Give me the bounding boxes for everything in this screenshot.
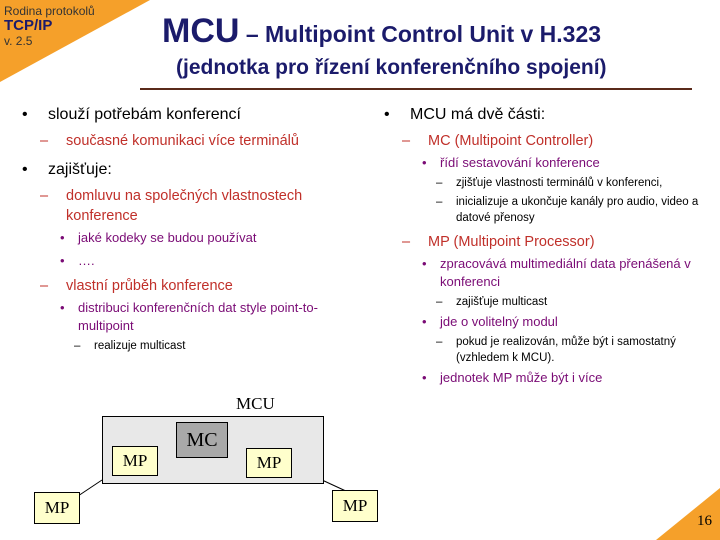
- series-name: TCP/IP: [4, 17, 53, 34]
- slide-subtitle: (jednotka pro řízení konferenčního spojení): [176, 56, 607, 79]
- mp-box-inner-left: MP: [112, 446, 158, 476]
- mp-box-outer-left: MP: [34, 492, 80, 524]
- series-line1: Rodina protokolů: [4, 4, 95, 18]
- right-column: [384, 104, 702, 387]
- bullet-item: • MCU má dvě části:: [384, 104, 702, 125]
- detail-item: – zjišťuje vlastnosti terminálů v konferenci,: [436, 175, 702, 191]
- series-version: v. 2.5: [4, 34, 33, 48]
- sub-item: – MC (Multipoint Controller): [402, 131, 702, 151]
- series-info: [4, 4, 95, 48]
- sub-sub-item: • jde o volitelný modul: [422, 313, 702, 331]
- detail-item: – zajišťuje multicast: [436, 294, 702, 310]
- page-number: 16: [697, 513, 712, 529]
- sub-sub-item: • zpracovává multimediální data přenášená v konferenci: [422, 255, 702, 291]
- title-divider: [140, 88, 692, 90]
- detail-item: – inicializuje a ukončuje kanály pro audio, video a datové přenosy: [436, 194, 702, 226]
- title-text: – Multipoint Control Unit v H.323: [239, 21, 602, 47]
- mcu-label: MCU: [236, 394, 275, 413]
- sub-sub-item: • řídí sestavování konference: [422, 154, 702, 172]
- detail-item: – realizuje multicast: [74, 338, 372, 354]
- sub-sub-item: • distribuci konferenčních dat style point-to-multipoint: [60, 299, 372, 335]
- bullet-item: • slouží potřebám konferencí: [22, 104, 372, 125]
- mcu-diagram: [30, 392, 390, 532]
- title-acronym: MCU: [162, 12, 240, 50]
- sub-sub-item: • jednotek MP může být i více: [422, 369, 702, 387]
- mp-box-outer-right: MP: [332, 490, 378, 522]
- sub-item: – vlastní průběh konference: [40, 276, 372, 296]
- sub-item: – MP (Multipoint Processor): [402, 232, 702, 252]
- sub-item: – současné komunikaci více terminálů: [40, 131, 372, 151]
- sub-sub-item: • jaké kodeky se budou používat: [60, 229, 372, 247]
- sub-item: – domluvu na společných vlastnostech konference: [40, 186, 372, 226]
- sub-sub-item: • ….: [60, 252, 372, 270]
- left-column: [22, 104, 372, 354]
- bullet-item: • zajišťuje:: [22, 159, 372, 180]
- mp-box-inner-right: MP: [246, 448, 292, 478]
- mc-box: MC: [176, 422, 228, 458]
- connector-left: [78, 480, 102, 496]
- detail-item: – pokud je realizován, může být i samostatný (vzhledem k MCU).: [436, 334, 702, 366]
- slide-title: [162, 12, 601, 51]
